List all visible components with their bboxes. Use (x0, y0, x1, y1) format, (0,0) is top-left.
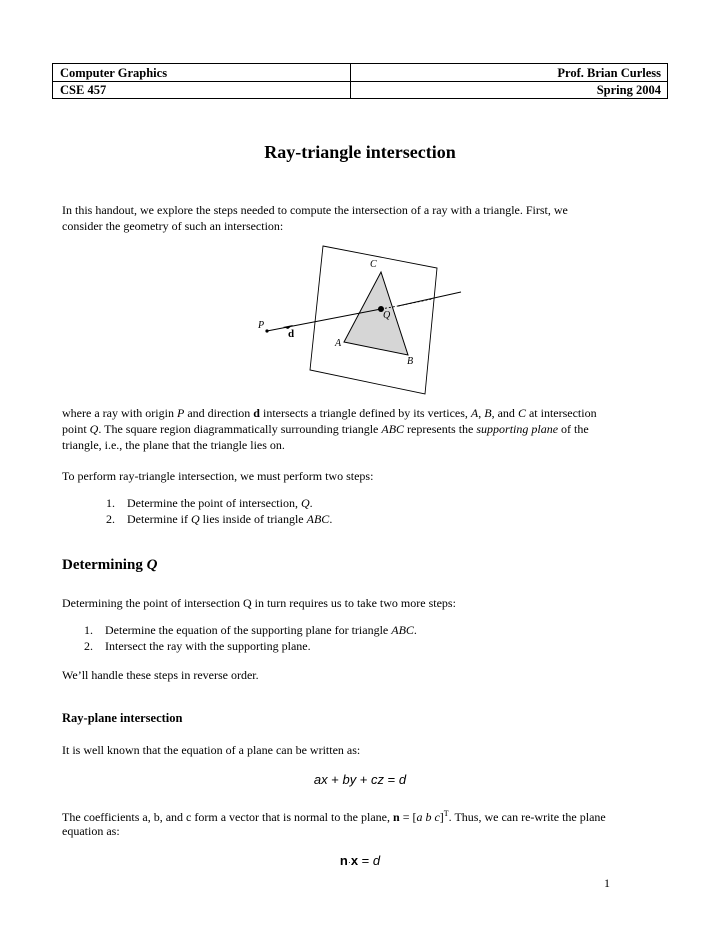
reverse-order-text: We’ll handle these steps in reverse order. (62, 668, 259, 682)
intro-line-1: In this handout, we explore the steps needed to compute the intersection of a ray with a triangle. First, we (62, 203, 568, 217)
ray-dashed-outside (398, 299, 432, 306)
course-name: Computer Graphics (60, 66, 168, 80)
triangle-abc (344, 272, 408, 355)
section-heading-determining-q: Determining Q (62, 557, 158, 573)
label-a: A (335, 338, 342, 349)
step-2-text: Determine if Q lies inside of triangle ABC. (127, 512, 333, 526)
ray-plane-intro: It is well known that the equation of a plane can be written as: (62, 743, 361, 757)
page-title: Ray-triangle intersection (264, 142, 456, 162)
step-2-number: 2. (106, 512, 115, 526)
plane-equation-vector: n·x = d (339, 853, 381, 868)
label-c: C (370, 259, 377, 270)
label-d: d (288, 328, 295, 340)
term: Spring 2004 (596, 83, 661, 97)
substep-1-number: 1. (84, 623, 93, 637)
label-p: P (258, 320, 265, 331)
caption-line-1: where a ray with origin P and direction d intersects a triangle defined by its vertices, A, B, and C at intersection (62, 406, 597, 420)
page-number: 1 (604, 876, 610, 890)
step-1-text: Determine the point of intersection, Q. (127, 496, 313, 510)
intro-line-2: consider the geometry of such an intersection: (62, 219, 284, 233)
perform-steps-text: To perform ray-triangle intersection, we must perform two steps: (62, 469, 374, 483)
determining-q-intro: Determining the point of intersection Q in turn requires us to take two more steps: (62, 596, 456, 610)
course-code: CSE 457 (60, 83, 107, 97)
label-q: Q (383, 310, 391, 321)
substep-2-number: 2. (84, 639, 93, 653)
caption-line-3: triangle, i.e., the plane that the triangle lies on. (62, 438, 285, 452)
point-p-dot (265, 329, 268, 332)
substep-1-text: Determine the equation of the supporting plane for triangle ABC. (105, 623, 417, 637)
caption-line-2: point Q. The square region diagrammatically surrounding triangle ABC represents the supporting plane of the (62, 422, 589, 436)
label-b: B (407, 356, 414, 367)
substep-2-text: Intersect the ray with the supporting plane. (105, 639, 311, 653)
plane-equation: ax + by + cz = d (313, 772, 407, 787)
professor-name: Prof. Brian Curless (557, 66, 661, 80)
section-heading-ray-plane: Ray-plane intersection (62, 711, 183, 725)
step-1-number: 1. (106, 496, 115, 510)
coefficients-line-1: The coefficients a, b, and c form a vector that is normal to the plane, n = [a b c]$^T$. Thus, we can re-write the plane (62, 809, 606, 824)
coefficients-line-2: equation as: (62, 824, 120, 838)
